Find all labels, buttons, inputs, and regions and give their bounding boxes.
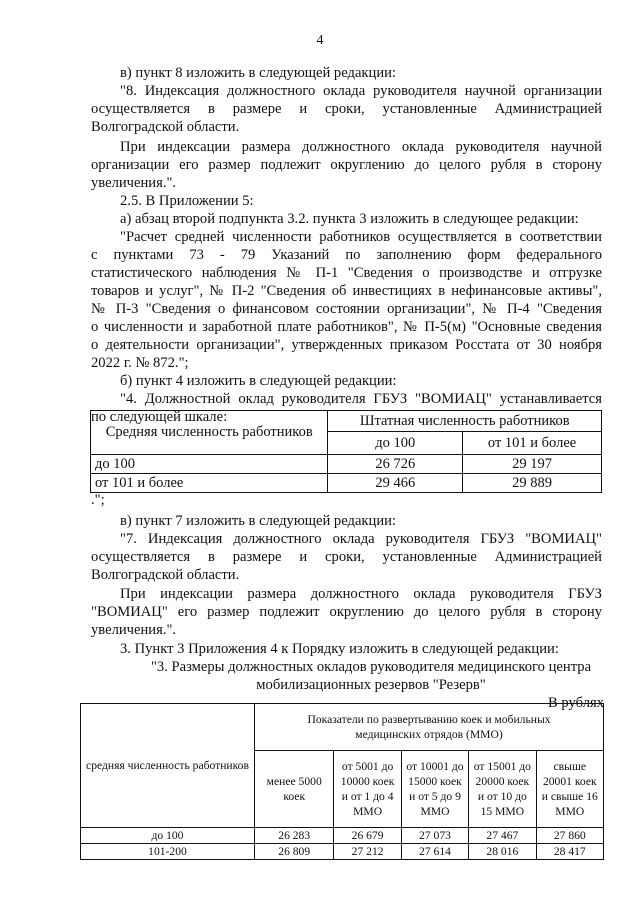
salary-scale-table	[90, 410, 602, 493]
table-group-header: Штатная численность работников	[328, 411, 602, 432]
text-line: по следующей шкале:	[91, 409, 228, 425]
table-cell: 27 860	[536, 828, 603, 844]
text-line: в) пункт 8 изложить в следующей редакции:	[120, 65, 396, 81]
mobilization-salary-table	[80, 703, 604, 860]
table-cell: 27 073	[401, 828, 468, 844]
table-cell: 29 889	[463, 474, 602, 493]
text-line: Волгоградской области.	[91, 567, 240, 583]
table-header-cell: от 15001 до 20000 коек и от 10 до 15 ММО	[469, 751, 536, 828]
table-header-cell: от 101 и более	[463, 432, 602, 455]
table-header-cell: Средняя численность работников	[91, 411, 328, 455]
table-cell: 26 283	[254, 828, 333, 844]
table-cell: 28 016	[469, 844, 536, 860]
table-cell: 27 212	[334, 844, 401, 860]
text-line: о деятельности организации", утвержденных приказом Росстата от 30 ноября	[91, 337, 602, 353]
text-line: а) абзац второй подпункта 3.2. пункта 3 изложить в следующее редакции:	[120, 211, 579, 227]
table-cell: 101-200	[81, 844, 255, 860]
table-header-cell: от 10001 до 15000 коек и от 5 до 9 ММО	[401, 751, 468, 828]
table-cell: 29 197	[463, 455, 602, 474]
table-header-cell: до 100	[328, 432, 463, 455]
table-cell: от 101 и более	[91, 474, 328, 493]
text-line: статистического наблюдения № П-1 "Сведения о производстве и отгрузке	[91, 265, 602, 281]
table-cell: 26 679	[334, 828, 401, 844]
text-line: с пунктами 73 - 79 Указаний по заполнению форм федерального	[91, 247, 602, 263]
text-line: о численности и заработной плате работников", № П-5(м) "Основные сведения	[91, 319, 602, 335]
table-cell: 27 614	[401, 844, 468, 860]
table-row	[81, 828, 604, 844]
text-line: товаров и услуг", № П-2 "Сведения об инвестициях в нефинансовые активы",	[91, 283, 602, 299]
text-line: мобилизационных резервов "Резерв"	[256, 677, 486, 693]
text-line: При индексации размера должностного оклада руководителя ГБУЗ	[120, 586, 602, 602]
text-line: "8. Индексация должностного оклада руководителя научной организации	[120, 83, 602, 99]
page-number: 4	[316, 33, 324, 48]
text-line: в) пункт 7 изложить в следующей редакции:	[120, 513, 396, 529]
text-line: "7. Индексация должностного оклада руководителя ГБУЗ "ВОМИАЦ"	[120, 531, 602, 547]
text-line: увеличения.".	[91, 622, 177, 638]
table-cell: 29 466	[328, 474, 463, 493]
text-line: "ВОМИАЦ" его размер подлежит округлению до целого рубля в сторону	[91, 604, 602, 620]
text-line: осуществляется в размере и сроки, установленные Администрацией	[91, 101, 602, 117]
table-cell: 26 726	[328, 455, 463, 474]
table-header-cell: средняя численность работников	[81, 704, 255, 828]
table-cell: до 100	[91, 455, 328, 474]
text-line: увеличения.".	[91, 175, 177, 191]
table-cell: 27 467	[469, 828, 536, 844]
currency-note: В рублях	[548, 695, 604, 711]
text-line: "4. Должностной оклад руководителя ГБУЗ "ВОМИАЦ" устанавливается	[120, 391, 602, 407]
text-line: 2022 г. № 872.";	[91, 355, 189, 371]
table-row	[81, 844, 604, 860]
text-line: б) пункт 4 изложить в следующей редакции:	[120, 373, 397, 389]
text-line: № П-3 "Сведения о финансовом состоянии организации", № П-4 "Сведения	[91, 301, 602, 317]
table-header-cell: свыше 20001 коек и свыше 16 ММО	[536, 751, 603, 828]
text-line: осуществляется в размере и сроки, установленные Администрацией	[91, 549, 602, 565]
text-line: Волгоградской области.	[91, 119, 240, 135]
text-line: организации его размер подлежит округлению до целого рубля в сторону	[91, 157, 602, 173]
table-cell: до 100	[81, 828, 255, 844]
text-line: "3. Размеры должностных окладов руководителя медицинского центра	[150, 659, 592, 675]
table-group-header: Показатели по развертыванию коек и мобильных медицинских отрядов (ММО)	[254, 704, 603, 751]
text-line: При индексации размера должностного оклада руководителя научной	[120, 139, 602, 155]
text-line: .";	[91, 492, 105, 508]
table-row	[91, 474, 602, 493]
text-line: 3. Пункт 3 Приложения 4 к Порядку изложить в следующей редакции:	[120, 641, 559, 657]
table-cell: 26 809	[254, 844, 333, 860]
table-header-cell: от 5001 до 10000 коек и от 1 до 4 ММО	[334, 751, 401, 828]
table-cell: 28 417	[536, 844, 603, 860]
table-header-cell: менее 5000 коек	[254, 751, 333, 828]
table-row	[91, 455, 602, 474]
text-line: 2.5. В Приложении 5:	[120, 193, 254, 209]
text-line: "Расчет средней численности работников осуществляется в соответствии	[120, 229, 602, 245]
